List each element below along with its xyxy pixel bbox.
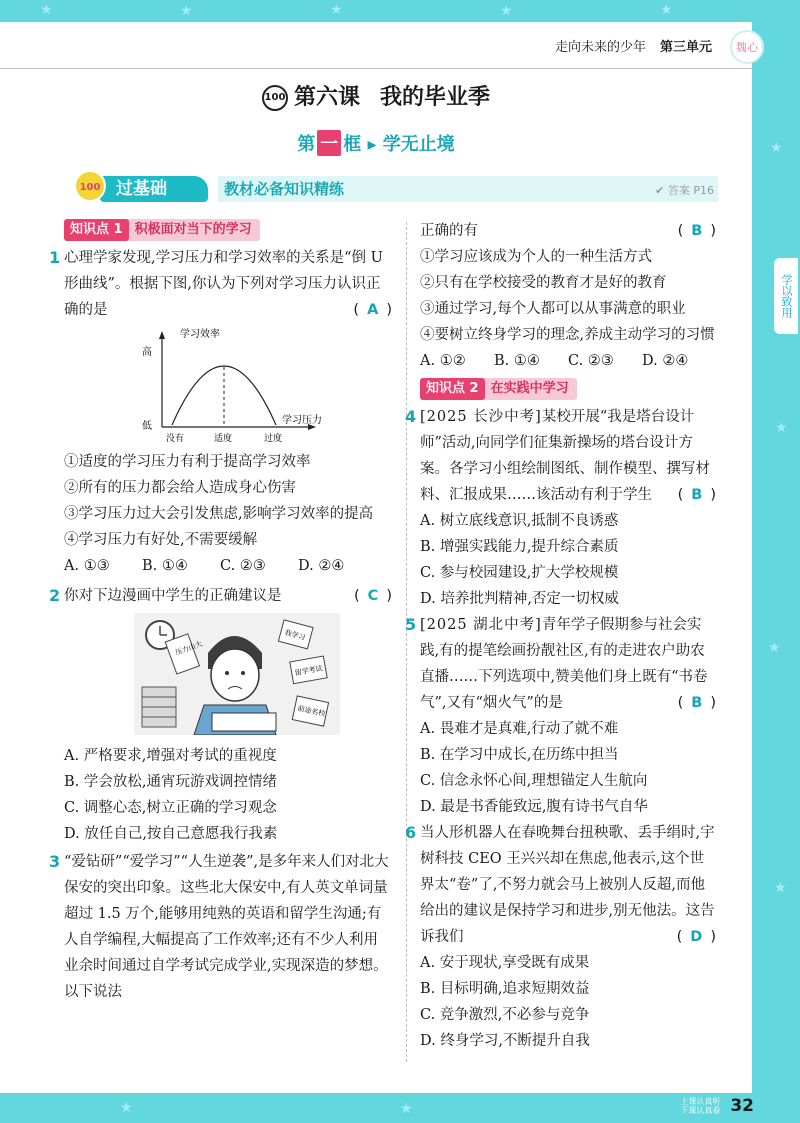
choice-a[interactable]: A. 畏难才是真难,行动了就不难	[420, 721, 619, 737]
frame-right	[752, 0, 800, 1123]
statement-2: ②只有在学校接受的教育才是好的教育	[420, 275, 667, 291]
star-decoration: ★	[330, 2, 343, 18]
header-divider	[0, 68, 752, 69]
page-number: 32	[730, 1096, 754, 1116]
choice-d[interactable]: D. 培养批判精神,否定一切权威	[420, 591, 619, 607]
question-stem: 你对下边漫画中学生的正确建议是	[64, 588, 282, 604]
answer-value: A	[367, 302, 379, 318]
side-tab[interactable]: 学以致用	[774, 258, 798, 334]
star-decoration: ★	[660, 2, 673, 18]
choice-c[interactable]: C. 竞争激烈,不必参与竞争	[420, 1007, 590, 1023]
answer-box: ( D )	[676, 929, 716, 945]
choice-b[interactable]: B. ①④	[494, 353, 540, 369]
lesson-title	[0, 80, 752, 111]
question-source: [2025 长沙中考]	[420, 409, 542, 425]
choices-row	[420, 348, 716, 374]
choice-a[interactable]: A. ①③	[64, 558, 110, 574]
statement-1: ①学习应该成为个人的一种生活方式	[420, 249, 652, 265]
frame-name: 学无止境	[382, 134, 455, 155]
lesson-number: 第六课	[293, 85, 360, 110]
statement-4: ④要树立终身学习的理念,养成主动学习的习惯	[420, 327, 715, 343]
student-face	[211, 649, 259, 701]
x-tick-excessive: 过度	[264, 434, 283, 443]
choice-d[interactable]: D. ②④	[298, 558, 345, 574]
choice-c[interactable]: C. 信念永怀心间,理想锚定人生航向	[420, 773, 648, 789]
knowledge-point-tag	[64, 219, 260, 241]
note-text: 我学习	[283, 628, 307, 642]
check-icon: ✔	[655, 184, 668, 197]
question-stem: 正确的有	[420, 223, 478, 239]
question-3	[49, 849, 392, 1005]
question-number: 4	[405, 407, 417, 426]
answer-value: B	[691, 487, 703, 503]
answer-box: ( C )	[354, 588, 392, 604]
question-number: 3	[49, 852, 61, 871]
choice-c[interactable]: C. ②③	[220, 558, 266, 574]
statement-3: ③通过学习,每个人都可以从事满意的职业	[420, 301, 686, 317]
lesson-name: 我的毕业季	[380, 85, 491, 110]
answer-value: C	[367, 588, 379, 604]
question-stem: “爱钻研”“爱学习”“人生逆袭”,是多年来人们对北大保安的突出印象。这些北大保安中,有人英文单词量超过 1.5 万个,能够用纯熟的英语和留学生沟通;有人自学编程,大幅提高了工作效率;还有不少人利用业余时间通过自学考试完成学业,实现深造的梦想。以下说法	[64, 854, 389, 1000]
question-number: 6	[405, 823, 417, 842]
question-number: 5	[405, 615, 417, 634]
answer-reference	[655, 182, 714, 198]
question-number: 1	[49, 248, 61, 267]
frame-title	[0, 130, 752, 156]
choice-d[interactable]: D. 最是书香能致远,腹有诗书气自华	[420, 799, 648, 815]
series-title: 走向未来的少年	[554, 39, 646, 55]
question-source: [2025 湖北中考]	[420, 617, 542, 633]
y-high-label: 高	[142, 347, 152, 358]
x-axis-label: 学习压力	[282, 415, 322, 426]
section-tag: 过基础	[100, 176, 208, 202]
star-decoration: ★	[400, 1101, 413, 1117]
choice-d[interactable]: D. 放任自己,按自己意愿我行我素	[64, 826, 278, 842]
badge-100-icon: 100	[74, 170, 106, 202]
section-subtitle: 教材必备知识精练	[218, 176, 718, 202]
star-decoration: ★	[500, 3, 513, 19]
choice-d[interactable]: D. 终身学习,不断提升自我	[420, 1033, 590, 1049]
star-decoration: ★	[180, 3, 193, 19]
star-decoration: ★	[775, 420, 788, 436]
answer-value: B	[691, 223, 703, 239]
star-decoration: ★	[768, 640, 781, 656]
question-3-continued	[420, 218, 716, 244]
kp-title: 积极面对当下的学习	[134, 222, 252, 237]
choice-b[interactable]: B. 在学习中成长,在历练中担当	[420, 747, 619, 763]
answer-box: ( B )	[677, 487, 716, 503]
frame-suffix: 框	[343, 134, 362, 155]
choice-b[interactable]: B. ①④	[142, 558, 188, 574]
lesson-flower-icon: 100	[262, 85, 288, 111]
note-text: 压力山大	[174, 639, 204, 657]
y-low-label: 低	[142, 421, 152, 432]
running-header	[0, 22, 758, 68]
question-stem: 当人形机器人在春晚舞台扭秧歌、丢手绢时,宇树科技 CEO 王兴兴却在焦虑,他表示,这个世界太“卷”了,不努力就会马上被别人反超,而他给出的建议是保持学习和进步,别无他法。这告诉我们	[420, 825, 715, 945]
choice-b[interactable]: B. 增强实践能力,提升综合素质	[420, 539, 619, 555]
left-column	[49, 218, 392, 1005]
question-stem: 心理学家发现,学习压力和学习效率的关系是“倒 U 形曲线”。根据下图,你认为下列对学习压力认识正确的是	[64, 250, 383, 318]
question-number: 2	[49, 586, 61, 605]
footer-logo: 上课认真听 下课认真看	[680, 1097, 721, 1115]
choice-c[interactable]: C. 参与校园建设,扩大学校规模	[420, 565, 619, 581]
pressure-efficiency-chart	[132, 327, 332, 443]
question-4	[405, 404, 716, 508]
choice-b[interactable]: B. 目标明确,追求短期效益	[420, 981, 590, 997]
statement-2: ②所有的压力都会给人造成身心伤害	[64, 480, 296, 496]
arrow-icon: ▸	[361, 134, 383, 155]
kp-number: 知识点 1	[64, 219, 129, 241]
question-2	[49, 583, 392, 609]
column-divider	[406, 222, 407, 1062]
question-1	[49, 245, 392, 323]
choice-a[interactable]: A. 安于现状,享受既有成果	[420, 955, 590, 971]
note-text: 前途名校	[296, 704, 326, 719]
x-tick-moderate: 适度	[214, 434, 233, 443]
star-decoration: ★	[40, 2, 53, 18]
question-stem: 某校开展“我是塔台设计师”活动,向同学们征集新操场的塔台设计方案。各学习小组绘制图纸、制作模型、撰写材料、汇报成果……该活动有利于学生	[420, 409, 710, 503]
unit-title: 第三单元	[659, 39, 712, 55]
question-stem: 青年学子假期参与社会实践,有的提笔绘画扮靓社区,有的走进农户助农直播……下列选项中,赞美他们身上既有“书卷气”,又有“烟火气”的是	[420, 617, 708, 711]
knowledge-point-tag	[420, 378, 577, 400]
frame-number: 一	[317, 130, 341, 156]
star-decoration: ★	[770, 140, 783, 156]
note-text: 留学考试	[294, 664, 324, 678]
choice-b[interactable]: B. 学会放松,通宵玩游戏调控情绪	[64, 774, 277, 790]
choice-a[interactable]: A. 严格要求,增强对考试的重视度	[64, 748, 277, 764]
answer-box: ( B )	[677, 695, 716, 711]
y-axis-arrow	[159, 331, 165, 339]
choice-c[interactable]: C. 调整心态,树立正确的学习观念	[64, 800, 277, 816]
header-badge-icon: 魏心	[730, 30, 764, 64]
question-6	[405, 820, 716, 950]
statement-3: ③学习压力过大会引发焦虑,影响学习效率的提高	[64, 506, 374, 522]
kp-title: 在实践中学习	[490, 381, 569, 396]
answer-box: ( A )	[353, 302, 392, 318]
page-footer	[680, 1095, 754, 1117]
choice-c[interactable]: C. ②③	[568, 353, 614, 369]
frame-prefix: 第	[297, 134, 316, 155]
frame-top	[0, 0, 800, 22]
section-bar	[80, 174, 720, 204]
statement-1: ①适度的学习压力有利于提高学习效率	[64, 454, 311, 470]
answer-box: ( B )	[677, 223, 716, 239]
answer-value: B	[691, 695, 703, 711]
page	[0, 22, 758, 1093]
choices-row	[64, 553, 392, 579]
student-eye	[225, 671, 229, 675]
star-decoration: ★	[120, 1100, 133, 1116]
kp-number: 知识点 2	[420, 378, 485, 400]
statement-4: ④学习压力有好处,不需要缓解	[64, 532, 258, 548]
open-book	[212, 713, 276, 731]
student-eye	[241, 671, 245, 675]
choice-a[interactable]: A. 树立底线意识,抵制不良诱惑	[420, 513, 619, 529]
right-column	[405, 218, 716, 1054]
y-axis-label: 学习效率	[180, 329, 220, 340]
choice-d[interactable]: D. ②④	[642, 353, 689, 369]
choice-a[interactable]: A. ①②	[420, 353, 466, 369]
answer-ref-text: 答案 P16	[667, 184, 714, 197]
answer-value: D	[690, 929, 703, 945]
star-decoration: ★	[774, 880, 787, 896]
question-5	[405, 612, 716, 716]
stressed-student-cartoon	[134, 613, 340, 735]
x-tick-none: 没有	[166, 434, 185, 443]
